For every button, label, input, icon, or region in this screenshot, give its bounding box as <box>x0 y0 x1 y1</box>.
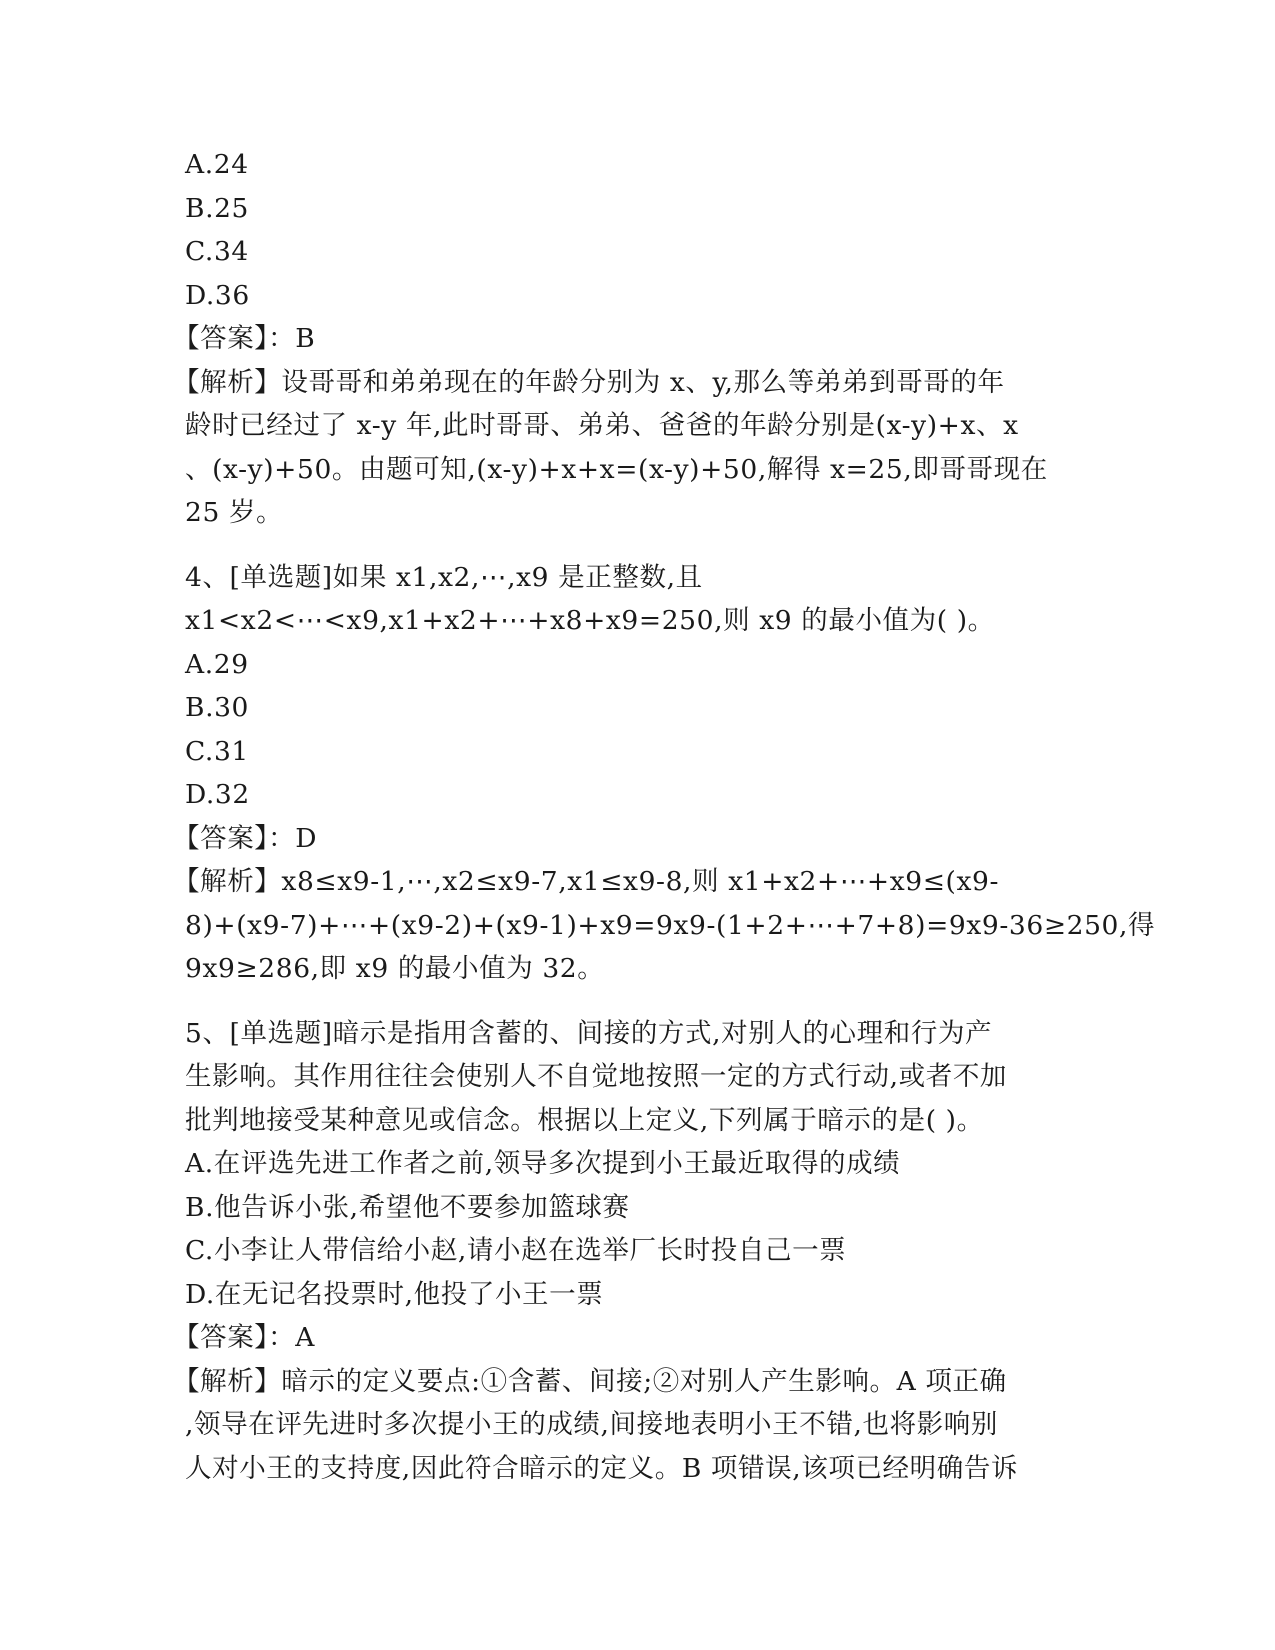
q3-answer: 【答案】：B <box>173 323 316 354</box>
q5-question-line: 批判地接受某种意见或信念。根据以上定义,下列属于暗示的是( )。 <box>185 1104 984 1136</box>
q3-options <box>185 143 1085 317</box>
q5-options <box>185 1142 1085 1316</box>
q4-analysis-line: 【解析】x8≤x9-1,⋯,x2≤x9-7,x1≤x9-8,则 x1+x2+⋯+x9≤(x9- <box>173 866 1000 897</box>
q4-option-d: D.32 <box>185 779 250 810</box>
q4-question <box>185 556 1085 643</box>
q5-option-d: D.在无记名投票时,他投了小王一票 <box>185 1278 604 1310</box>
q5-analysis-line: ,领导在评先进时多次提小王的成绩,间接地表明小王不错,也将影响别 <box>185 1409 998 1440</box>
q5-analysis-line: 人对小王的支持度,因此符合暗示的定义。B 项错误,该项已经明确告诉 <box>185 1452 1019 1484</box>
q5-option-b: B.他告诉小张,希望他不要参加篮球赛 <box>185 1191 630 1223</box>
q5-question <box>185 1012 1085 1143</box>
q5-analysis <box>173 1360 1085 1491</box>
q3-option-c: C.34 <box>185 236 249 267</box>
q3-analysis-line: 25 岁。 <box>185 497 284 528</box>
q5-question-line: 5、[单选题]暗示是指用含蓄的、间接的方式,对别人的心理和行为产 <box>185 1017 993 1049</box>
q4-analysis <box>173 860 1156 991</box>
q3-option-a: A.24 <box>185 149 249 180</box>
q3-analysis-line: 【解析】设哥哥和弟弟现在的年龄分别为 x、y,那么等弟弟到哥哥的年 <box>173 366 1005 398</box>
q5-answer: 【答案】：A <box>173 1322 315 1353</box>
q4-options <box>185 643 1085 817</box>
q5-analysis-line: 【解析】暗示的定义要点:①含蓄、间接;②对别人产生影响。A 项正确 <box>173 1365 1007 1397</box>
q4-analysis-line: 9x9≥286,即 x9 的最小值为 32。 <box>185 953 605 984</box>
q3-analysis <box>173 361 1085 535</box>
q3-option-d: D.36 <box>185 279 250 311</box>
q4-option-c: C.31 <box>185 735 249 767</box>
q3-option-b: B.25 <box>185 192 250 224</box>
q5-option-a: A.在评选先进工作者之前,领导多次提到小王最近取得的成绩 <box>185 1148 901 1179</box>
q4-answer: 【答案】：D <box>173 822 318 854</box>
q5-question-line: 生影响。其作用往往会使别人不自觉地按照一定的方式行动,或者不加 <box>185 1061 1008 1092</box>
q4-question-line: x1<x2<⋯<x9,x1+x2+⋯+x8+x9=250,则 x9 的最小值为( )。 <box>185 605 995 636</box>
document-page <box>173 143 1156 1490</box>
q4-option-a: A.29 <box>185 648 249 680</box>
q3-analysis-line: 、(x-y)+50。由题可知,(x-y)+x+x=(x-y)+50,解得 x=25,即哥哥现在 <box>185 453 1048 485</box>
q5-option-c: C.小李让人带信给小赵,请小赵在选举厂长时投自己一票 <box>185 1235 847 1266</box>
q4-question-line: 4、[单选题]如果 x1,x2,⋯,x9 是正整数,且 <box>185 561 703 593</box>
q4-option-b: B.30 <box>185 692 250 723</box>
q4-analysis-line: 8)+(x9-7)+⋯+(x9-2)+(x9-1)+x9=9x9-(1+2+⋯+7+8)=9x9-36≥250,得 <box>185 909 1156 941</box>
q3-analysis-line: 龄时已经过了 x-y 年,此时哥哥、弟弟、爸爸的年龄分别是(x-y)+x、x <box>185 410 1019 441</box>
